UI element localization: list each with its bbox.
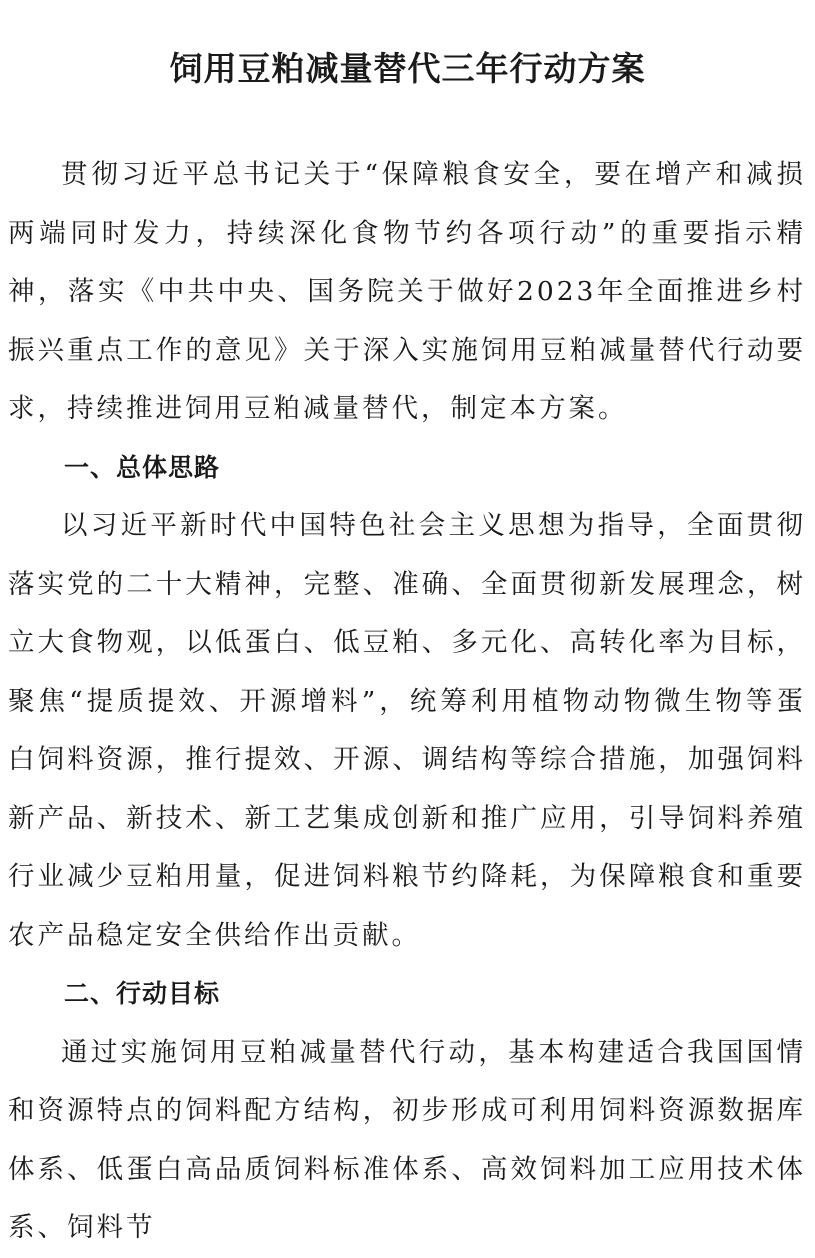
document-body [8,146,806,1258]
action-goals-paragraph: 通过实施饲用豆粕减量替代行动，基本构建适合我国国情和资源特点的饲料配方结构，初步形成可利用饲料资源数据库体系、低蛋白高品质饲料标准体系、高效饲料加工应用技术体系、饲料节 [8,1036,806,1243]
section-heading-action-goals: 二、行动目标 [64,979,221,1008]
overall-approach-paragraph: 以习近平新时代中国特色社会主义思想为指导，全面贯彻落实党的二十大精神，完整、准确、全面贯彻新发展理念，树立大食物观，以低蛋白、低豆粕、多元化、高转化率为目标，聚焦“提质提效、开源增料”，统筹利用植物动物微生物等蛋白饲料资源，推行提效、开源、调结构等综合措施，加强饲料新产品、新技术、新工艺集成创新和推广应用，引导饲料养殖行业减少豆粕用量，促进饲料粮节约降耗，为保障粮食和重要农产品稳定安全供给作出贡献。 [8,510,806,951]
document-title: 饲用豆粕减量替代三年行动方案 [169,49,646,88]
section-heading-overall-approach: 一、总体思路 [64,452,221,482]
intro-paragraph: 贯彻习近平总书记关于“保障粮食安全，要在增产和减损两端同时发力，持续深化食物节约各项行动”的重要指示精神，落实《中共中央、国务院关于做好2023年全面推进乡村振兴重点工作的意见》关于深入实施饲用豆粕减量替代行动要求，持续推进饲用豆粕减量替代，制定本方案。 [8,159,806,424]
